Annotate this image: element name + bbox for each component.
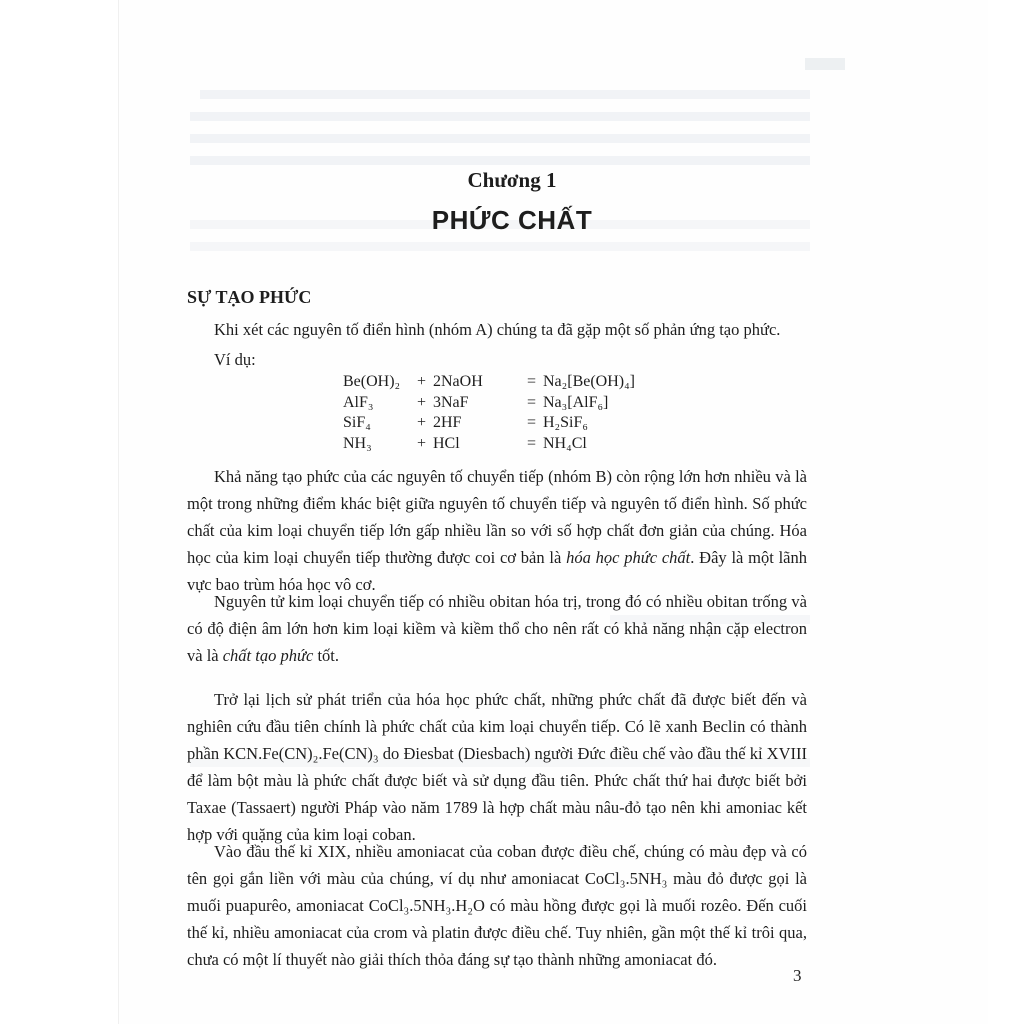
page-number: 3	[793, 966, 802, 985]
reactant-2: 3NaF	[433, 393, 469, 411]
equation-row	[343, 372, 653, 393]
equals-sign: =	[526, 414, 537, 431]
reactant-2: 2HF	[433, 414, 462, 431]
paragraph-ammoniacates: Vào đầu thế kỉ XIX, nhiều amoniacat của coban được điều chế, chúng có màu đẹp và có tên gọi gắn liền với màu của chúng, ví dụ như amoniacat CoCl₃.5NH₃ màu đỏ được gọi là muối puapurêo, amoniacat CoCl₃.5NH₃.H₂O có màu hồng được gọi là muối rozêo. Đến cuối thế kỉ, nhiều amoniacat của crom và platin được điều chế. Tuy nhiên, gần một thế kỉ trôi qua, chưa có một lí thuyết nào giải thích thỏa đáng sự tạo thành những amoniacat đó.	[187, 842, 807, 969]
chapter-title: PHỨC CHẤT	[431, 205, 593, 235]
chemical-formula: KCN.Fe(CN)₂.Fe(CN)₃	[223, 744, 379, 763]
reactant-1: AlF₃	[343, 393, 374, 411]
section-heading: SỰ TẠO PHỨC	[187, 287, 312, 307]
reactant-1: SiF₄	[343, 414, 371, 431]
example-label: Ví dụ:	[214, 350, 256, 369]
intro-paragraph: Khi xét các nguyên tố điển hình (nhóm A) chúng ta đã gặp một số phản ứng tạo phức.	[214, 320, 781, 339]
equals-sign: =	[526, 434, 537, 452]
page-margin	[988, 0, 1024, 1024]
reactant-2: HCl	[433, 434, 460, 452]
reactant-1: NH₃	[343, 434, 372, 452]
equals-sign: =	[526, 373, 537, 390]
product: NH₄Cl	[543, 434, 587, 452]
chemical-formula: CoCl₃.5NH₃.H₂O	[368, 896, 485, 915]
equation-row	[343, 413, 653, 434]
product: Na₂[Be(OH)₄]	[543, 373, 636, 390]
plus-sign: +	[416, 393, 427, 411]
product: Na₃[AlF₆]	[543, 393, 609, 411]
emphasis-term: hóa học phức chất	[566, 548, 691, 567]
plus-sign: +	[416, 414, 427, 431]
reactant-1: Be(OH)₂	[343, 373, 401, 390]
chapter-label: Chương 1	[467, 168, 557, 192]
plus-sign: +	[416, 434, 427, 452]
chemical-formula: CoCl₃.5NH₃	[584, 869, 668, 888]
equals-sign: =	[526, 393, 537, 411]
paragraph-transition-metals: Khả năng tạo phức của các nguyên tố chuyển tiếp (nhóm B) còn rộng lớn hơn nhiều và là một trong những điểm khác biệt giữa nguyên tố chuyển tiếp và nguyên tố điển hình. Số phức chất của kim loại chuyển tiếp lớn gấp nhiều lần so với số hợp chất đơn giản của chúng. Hóa học của kim loại chuyển tiếp thường được coi cơ bản là hóa học phức chất. Đây là một lãnh vực bao trùm hóa học vô cơ.	[187, 467, 807, 594]
paragraph-orbitals: Nguyên tử kim loại chuyển tiếp có nhiều obitan hóa trị, trong đó có nhiều obitan trống và có độ điện âm lớn hơn kim loại kiềm và kiềm thổ cho nên rất có khả năng nhận cặp electron và là chất tạo phức tốt.	[187, 592, 807, 665]
reactant-2: 2NaOH	[433, 373, 483, 390]
equation-row	[343, 393, 653, 414]
equation-row	[343, 434, 653, 455]
emphasis-term: chất tạo phức	[222, 646, 314, 665]
equation-table	[343, 372, 653, 454]
paragraph-history: Trở lại lịch sử phát triển của hóa học phức chất, những phức chất đã được biết đến và nghiên cứu đầu tiên chính là phức chất của kim loại chuyển tiếp. Có lẽ xanh Beclin có thành phần KCN.Fe(CN)₂.Fe(CN)₃ do Điesbat (Diesbach) người Đức điều chế vào đầu thế kỉ XVIII để làm bột màu là phức chất được biết và sử dụng đầu tiên. Phức chất thứ hai được biết bởi Taxae (Tassaert) người Pháp vào năm 1789 là hợp chất màu nâu-đỏ tạo nên khi amoniac kết hợp với quặng của kim loại coban.	[187, 690, 807, 844]
product: H₂SiF₆	[543, 414, 588, 431]
plus-sign: +	[416, 373, 427, 390]
